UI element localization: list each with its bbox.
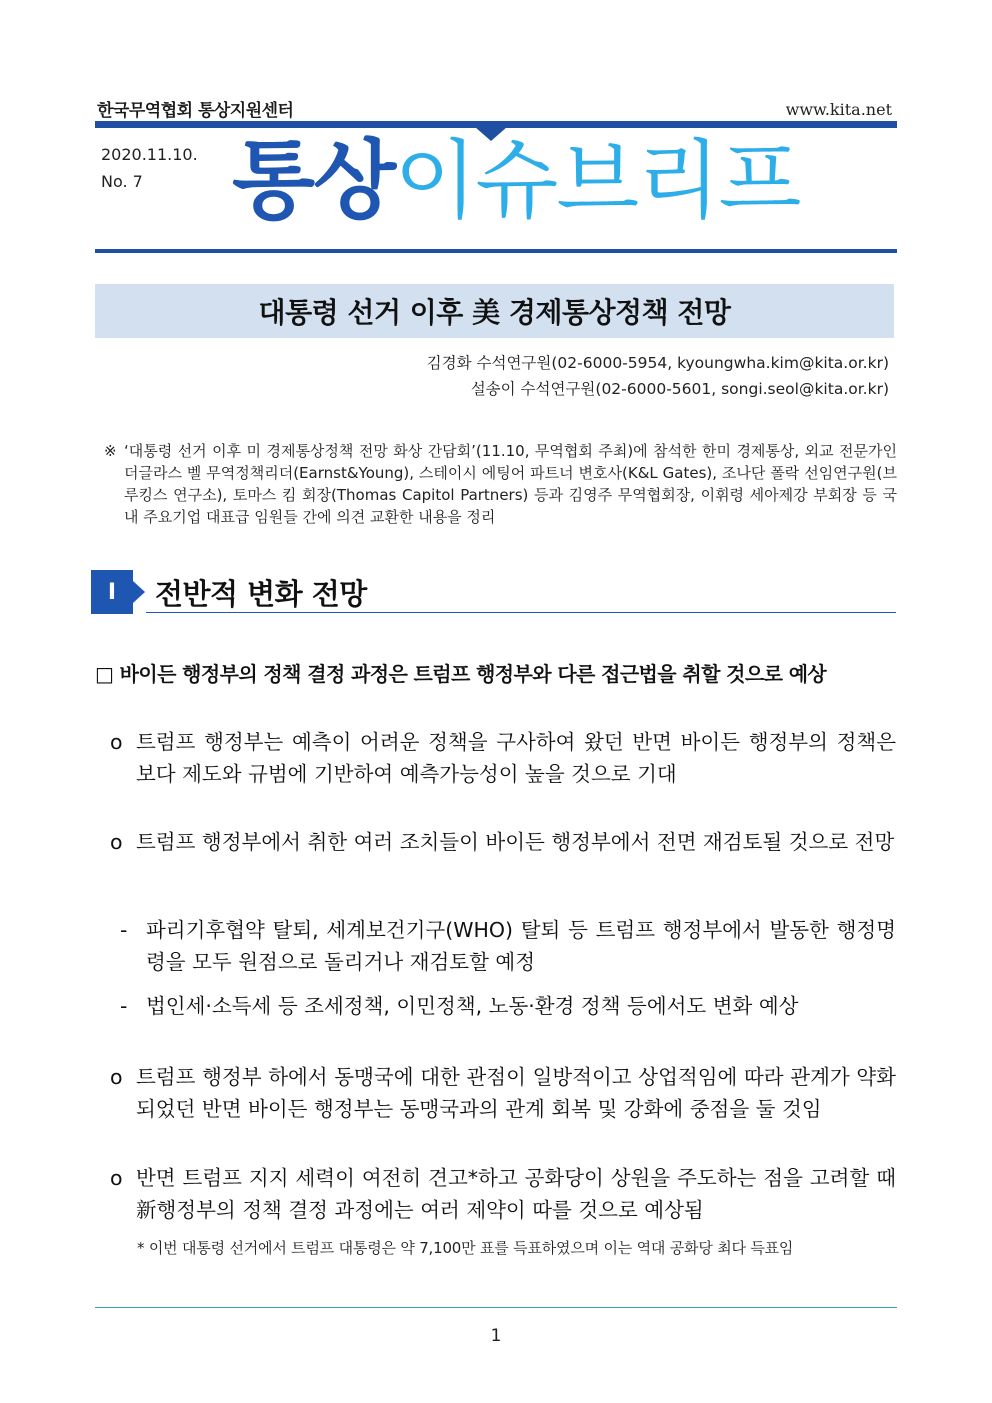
list-item-text: 반면 트럼프 지지 세력이 여전히 견고*하고 공화당이 상원을 주도하는 점을 고려할 때 新행정부의 정책 결정 과정에는 여러 제약이 따를 것으로 예상됨 <box>136 1166 896 1222</box>
list-item-text: 트럼프 행정부에서 취한 여러 조치들이 바이든 행정부에서 전면 재검토될 것으로 전망 <box>136 830 895 854</box>
list-item <box>110 1061 896 1125</box>
organization-name: 한국무역협회 통상지원센터 <box>97 101 294 121</box>
bullet-marker: - <box>120 918 128 942</box>
section-title: 전반적 변화 전망 <box>155 577 367 611</box>
page-number: 1 <box>490 1326 502 1346</box>
list-item-text: 트럼프 행정부는 예측이 어려운 정책을 구사하여 왔던 반면 바이든 행정부의 정책은 보다 제도와 규범에 기반하여 예측가능성이 높을 것으로 기대 <box>136 730 896 786</box>
header-bottom-rule <box>95 249 897 253</box>
bullet-marker: - <box>120 994 128 1018</box>
list-item <box>110 726 896 790</box>
bullet-marker: o <box>110 830 123 854</box>
section-badge-arrow <box>133 581 145 603</box>
event-note <box>104 440 897 528</box>
issue-number: No. 7 <box>101 172 143 191</box>
bullet-marker: o <box>110 1065 123 1089</box>
list-item-text: 법인세·소득세 등 조세정책, 이민정책, 노동·환경 정책 등에서도 변화 예상 <box>146 994 799 1018</box>
note-text: ‘대통령 선거 이후 미 경제통상정책 전망 화상 간담회’(11.10, 무역협회 주최)에 참석한 한미 경제통상, 외교 전문가인 더글라스 벨 무역정책리더(Earnst&Young), 스테이시 에팅어 파트너 변호사(K&L Gates), 조나단 폴락 선임연구원(브루킹스 연구소), 토마스 킴 회장(Thomas Capitol Partners) 등과 김영주 무역협회장, 이휘령 세아제강 부회장 등 국내 주요기업 대표급 임원들 간에 의견 교환한 내용을 정리 <box>124 442 897 526</box>
list-item-text: 트럼프 행정부 하에서 동맹국에 대한 관점이 일방적이고 상업적임에 따라 관계가 약화되었던 반면 바이든 행정부는 동맹국과의 관계 회복 및 강화에 중점을 둘 것임 <box>136 1065 896 1121</box>
list-item <box>120 914 896 978</box>
section-number-badge: I <box>91 570 133 614</box>
note-mark: ※ <box>104 442 117 460</box>
list-item <box>120 990 896 1022</box>
list-item-text: 파리기후협약 탈퇴, 세계보건기구(WHO) 탈퇴 등 트럼프 행정부에서 발동한 행정명령을 모두 원점으로 돌리거나 재검토할 예정 <box>146 918 896 974</box>
list-item <box>110 826 896 858</box>
brief-logo-title <box>232 131 800 231</box>
author-1: 김경화 수석연구원(02-6000-5954, kyoungwha.kim@kita.or.kr) <box>426 354 889 372</box>
document-title-box <box>95 284 894 338</box>
author-2: 설송이 수석연구원(02-6000-5601, songi.seol@kita.or.kr) <box>470 380 889 398</box>
document-title: 대통령 선거 이후 美 경제통상정책 전망 <box>258 296 731 329</box>
brief-title-part2: 이슈브리프 <box>394 131 800 231</box>
issue-date: 2020.11.10. <box>101 145 198 164</box>
bullet-marker: o <box>110 1166 123 1190</box>
footnote: * 이번 대통령 선거에서 트럼프 대통령은 약 7,100만 표를 득표하였으며 이는 역대 공화당 최다 득표임 <box>137 1239 794 1257</box>
footer-rule <box>95 1307 897 1308</box>
section-underline <box>146 612 896 613</box>
website-url: www.kita.net <box>785 100 892 119</box>
brief-title-part1: 통상 <box>232 131 395 231</box>
section-heading: □ 바이든 행정부의 정책 결정 과정은 트럼프 행정부와 다른 접근법을 취할 것으로 예상 <box>95 662 827 686</box>
list-item <box>110 1162 896 1226</box>
bullet-marker: o <box>110 730 123 754</box>
